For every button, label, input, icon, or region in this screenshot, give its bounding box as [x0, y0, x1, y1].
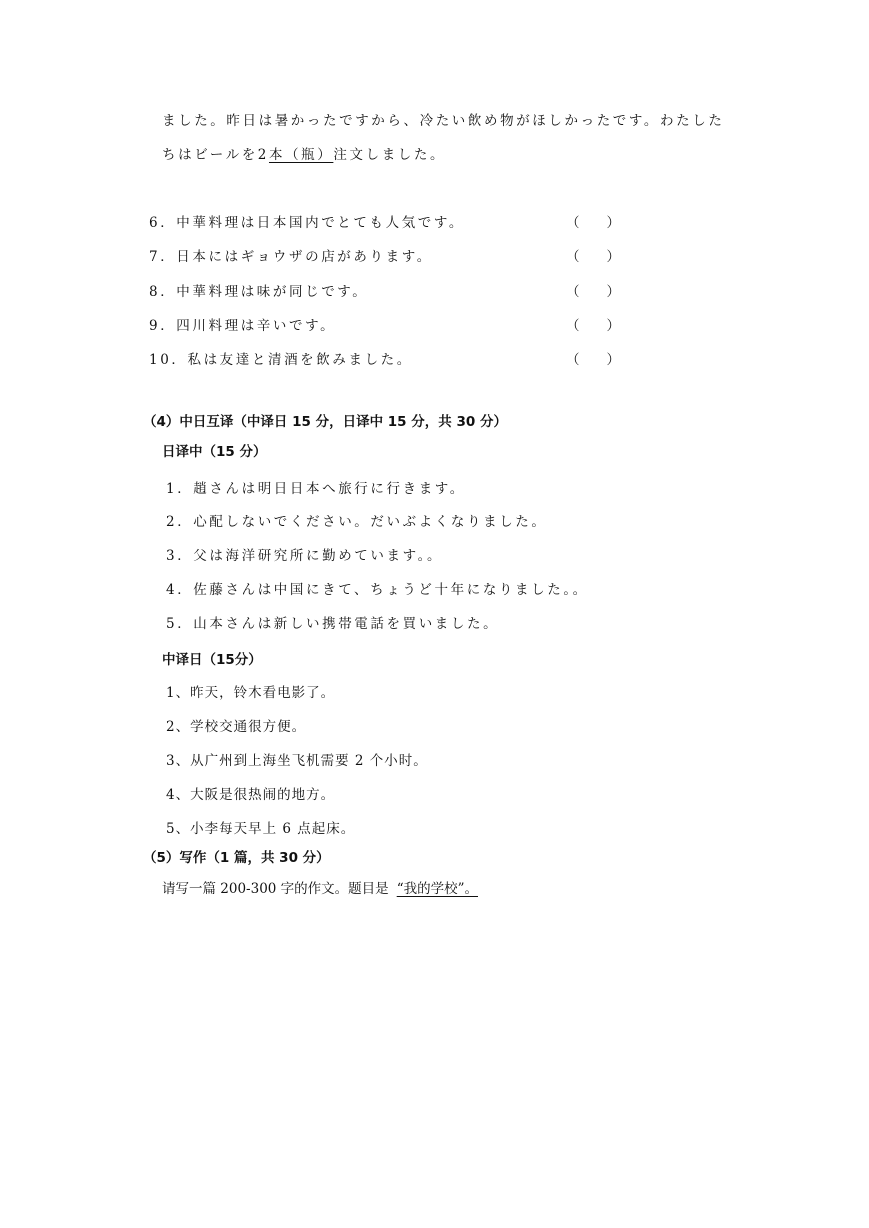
writing-topic: “我的学校”。 [396, 881, 478, 897]
cn-to-jp-item-2: 2、学校交通很方便。 [166, 719, 307, 735]
tf-answer-9[interactable]: （ ） [566, 318, 620, 334]
cn-to-jp-item-4: 4、大阪是很热闹的地方。 [166, 787, 336, 803]
tf-answer-6[interactable]: （ ） [566, 215, 620, 231]
passage-line-2 [162, 146, 446, 164]
tf-question-6: 6．中華料理は日本国内でとても人気です。 [149, 215, 466, 231]
jp-to-cn-item-4: 4．佐藤さんは中国にきて、ちょうど十年になりました。。 [166, 582, 589, 598]
passage-line-1: ました。昨日は暑かったですから、冷たい飲め物がほしかったです。わたした [162, 113, 725, 129]
writing-prompt [162, 880, 480, 898]
jp-to-cn-item-3: 3．父は海洋研究所に勤めています。。 [166, 548, 444, 564]
cn-to-jp-item-3: 3、从广州到上海坐飞机需要 2 个小时。 [166, 753, 428, 769]
jp-to-cn-heading: 日译中（15 分） [162, 444, 267, 460]
jp-to-cn-item-2: 2．心配しないでください。だいぶよくなりました。 [166, 514, 548, 530]
tf-answer-10[interactable]: （ ） [566, 352, 620, 368]
section-4-heading: （4）中日互译（中译日 15 分，日译中 15 分，共 30 分） [143, 414, 507, 430]
writing-prompt-text: 请写一篇 200-300 字的作文。题目是 [162, 881, 389, 897]
passage-underlined-term: 本（瓶） [268, 147, 334, 163]
tf-question-7: 7．日本にはギョウザの店があります。 [149, 249, 433, 265]
cn-to-jp-heading: 中译日（15分） [162, 652, 262, 668]
tf-question-8: 8．中華料理は味が同じです。 [149, 284, 369, 300]
tf-question-10: 10．私は友達と清酒を飲みました。 [149, 352, 413, 368]
tf-question-9: 9．四川料理は辛いです。 [149, 318, 337, 334]
tf-answer-8[interactable]: （ ） [566, 284, 620, 300]
jp-to-cn-item-5: 5．山本さんは新しい携帯電話を買いました。 [166, 616, 500, 632]
cn-to-jp-item-5: 5、小李每天早上 6 点起床。 [166, 821, 356, 837]
passage-line-2-prefix: ちはビールを2 [162, 147, 269, 163]
section-5-heading: （5）写作（1 篇，共 30 分） [143, 850, 330, 866]
passage-line-2-suffix: 注文しました。 [333, 147, 447, 163]
cn-to-jp-item-1: 1、昨天，铃木看电影了。 [166, 685, 336, 701]
tf-answer-7[interactable]: （ ） [566, 249, 620, 265]
jp-to-cn-item-1: 1．趙さんは明日日本へ旅行に行きます。 [166, 481, 466, 497]
